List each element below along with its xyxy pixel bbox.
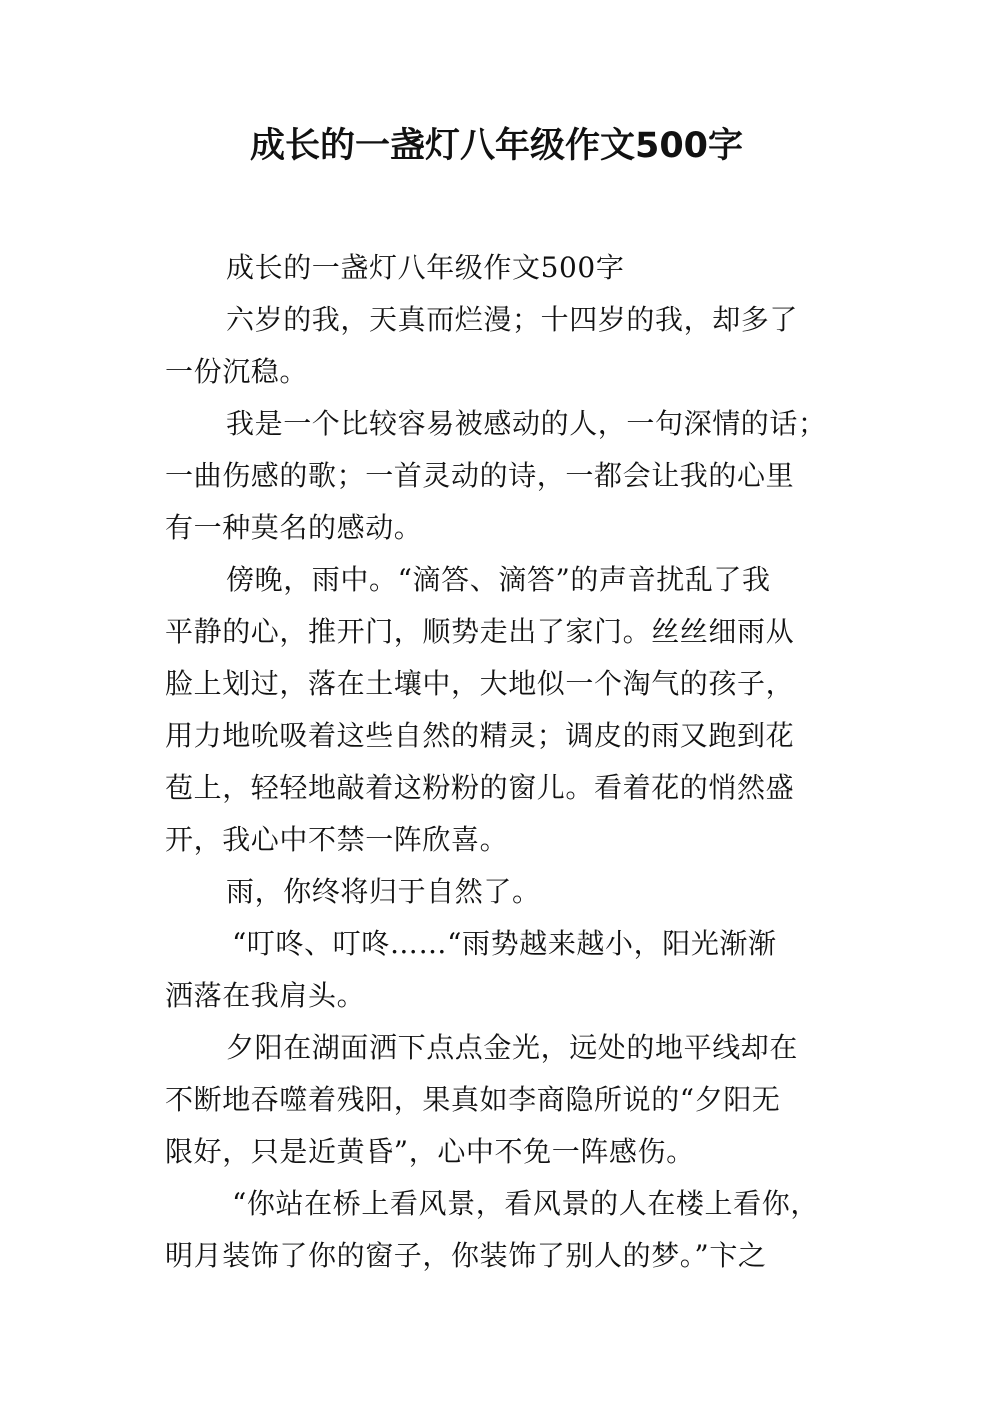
body-line: 一曲伤感的歌；一首灵动的诗，一都会让我的心里 (165, 459, 795, 492)
body-line: 苞上，轻轻地敲着这粉粉的窗儿。看着花的悄然盛 (165, 771, 795, 804)
body-line: 成长的一盏灯八年级作文500字 (226, 251, 625, 284)
body-line: “叮咚、叮咚……“雨势越来越小，阳光渐渐 (232, 927, 777, 960)
body-line: 脸上划过，落在土壤中，大地似一个淘气的孩子， (165, 667, 795, 700)
body-line: 雨，你终将归于自然了。 (226, 875, 541, 908)
body-line: 我是一个比较容易被感动的人，一句深情的话； (226, 407, 827, 440)
body-line: 有一种莫名的感动。 (165, 511, 423, 544)
body-line: “你站在桥上看风景，看风景的人在楼上看你， (232, 1187, 819, 1220)
body-line: 一份沉稳。 (165, 355, 309, 388)
body-line: 傍晚，雨中。“滴答、滴答”的声音扰乱了我 (226, 563, 771, 596)
body-line: 洒落在我肩头。 (165, 979, 366, 1012)
document-title: 成长的一盏灯八年级作文500字 (249, 126, 744, 166)
body-line: 不断地吞噬着残阳，果真如李商隐所说的“夕阳无 (165, 1083, 781, 1116)
body-line: 用力地吮吸着这些自然的精灵；调皮的雨又跑到花 (165, 719, 795, 752)
body-line: 六岁的我，天真而烂漫；十四岁的我，却多了 (226, 303, 799, 336)
body-line: 明月装饰了你的窗子，你装饰了别人的梦。”卞之 (165, 1239, 767, 1272)
body-line: 限好，只是近黄昏”，心中不免一阵感伤。 (165, 1135, 695, 1168)
body-line: 开，我心中不禁一阵欣喜。 (165, 823, 509, 856)
body-line: 平静的心，推开门，顺势走出了家门。丝丝细雨从 (165, 615, 795, 648)
body-line: 夕阳在湖面洒下点点金光，远处的地平线却在 (226, 1031, 799, 1064)
